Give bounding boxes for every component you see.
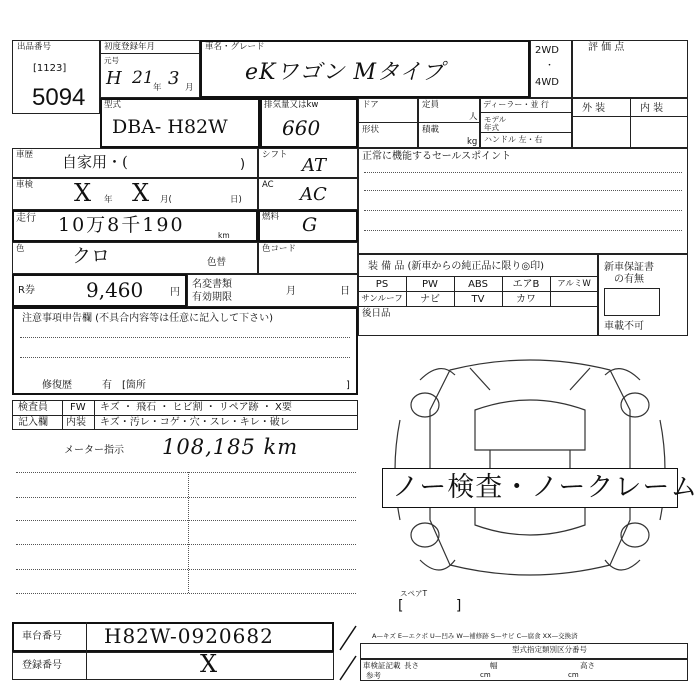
legend-row1: キズ ・ 飛石 ・ ヒビ割 ・ リペア跡 ・ X要 (100, 402, 292, 413)
meter-value: 108,185 km (162, 435, 299, 459)
equip-pw: PW (422, 279, 438, 290)
recycle-label: R券 (18, 285, 35, 296)
transfer-label2: 有効期限 (192, 292, 232, 303)
inspection-month: X (132, 179, 150, 207)
type-code-label: 型式指定類別区分番号 (512, 645, 587, 654)
legend-interior: 内装 (66, 417, 86, 428)
drive-dot: ・ (545, 61, 555, 71)
era-label: 元号 (104, 56, 119, 65)
chassis-label: 車台番号 (22, 631, 62, 642)
spare-bracket: [ ] (398, 598, 486, 614)
drive-4wd: 4WD (535, 77, 559, 88)
warranty-check-box[interactable] (604, 288, 660, 316)
dims-cm2: cm (568, 671, 579, 679)
equip-tv: TV (471, 294, 485, 305)
selling-box (358, 148, 688, 254)
history-close: ) (240, 157, 246, 172)
inspection-year: X (74, 179, 92, 207)
inspection-day-unit: 日) (230, 195, 242, 205)
mileage-label: 走行 (16, 213, 36, 224)
history-box (12, 148, 258, 178)
color-value: クロ (72, 245, 111, 267)
shift-label: シフト (262, 150, 288, 160)
cc-label: 排気量又はkw (264, 100, 319, 110)
notes-title: 注意事項申告欄 (不具合内容等は任意に記入して下さい) (22, 313, 273, 324)
reg-no-value: X (200, 650, 218, 678)
mileage-value: 10万8千190 (58, 214, 185, 236)
codes-legend: A—キズ E—エクボ U—凹み W—補修跡 S—サビ C—腐食 XX—交換済 (372, 632, 578, 640)
model-year-label: モデル 年式 (484, 115, 507, 132)
dims-width: 幅 (490, 661, 498, 670)
dims-cm1: cm (480, 671, 491, 679)
era-value: H (106, 68, 122, 89)
legend-inspector: 検査員 (18, 402, 48, 413)
dims-height: 高さ (580, 661, 595, 670)
transfer-day: 日 (340, 286, 350, 297)
legend-fw: FW (70, 402, 86, 413)
color-type-label: 色替 (207, 257, 227, 268)
repair-section: [箇所 (122, 380, 146, 391)
handle-label: ハンドル 左・右 (484, 135, 543, 144)
equip-airbag: エアB (512, 279, 540, 290)
transfer-month: 月 (286, 286, 296, 297)
selling-label: 正常に機能するセールスポイント (362, 151, 512, 162)
fuel-value: G (302, 214, 318, 236)
shape-label: 形状 (362, 125, 380, 135)
warranty-bottom: 車載不可 (604, 321, 644, 332)
load-unit: kg (467, 137, 478, 147)
month-unit: 月 (185, 83, 194, 93)
warranty-title2: の有無 (614, 274, 644, 285)
lot-sub: [1123] (33, 63, 67, 74)
year-value: 21 (132, 68, 154, 88)
color-label: 色 (16, 244, 25, 254)
inspection-year-unit: 年 (104, 195, 113, 205)
month-value: 3 (168, 68, 180, 89)
reg-cert-label: 車検証記載 (363, 661, 401, 670)
ac-value: AC (300, 184, 327, 205)
ac-label: AC (262, 180, 274, 190)
reg-no-label: 登録番号 (22, 660, 62, 671)
equip-alloy: アルミW (557, 279, 591, 289)
legend-row2: キズ・汚レ・コゲ・穴・スレ・キレ・破レ (100, 417, 290, 428)
equip-ps: PS (375, 279, 389, 290)
dealer-label: ディーラー・並 行 (483, 100, 549, 109)
history-value: 自家用・( (62, 153, 128, 171)
name-grade-label: 車名・グレード (205, 42, 265, 52)
model-value: DBA- H82W (112, 116, 228, 138)
shift-value: AT (302, 155, 327, 176)
score-label: 評 価 点 (588, 42, 625, 53)
interior-label: 内 装 (640, 103, 664, 114)
exterior-label: 外 装 (582, 103, 606, 114)
dims-length: 長さ (404, 661, 419, 670)
load-label: 積載 (422, 125, 440, 135)
history-label: 車歴 (16, 150, 34, 160)
diagonal-strokes (336, 622, 360, 682)
drive-2wd: 2WD (535, 45, 559, 56)
lot-label: 出品番号 (17, 42, 52, 52)
equip-leather: カワ (516, 294, 536, 305)
meter-label: メーター指示 (64, 445, 124, 456)
rear-label: 後日品 (362, 308, 391, 319)
equip-abs: ABS (468, 279, 488, 290)
fuel-label: 燃料 (262, 212, 280, 222)
equip-navi: ナビ (420, 294, 440, 305)
dims-ref: 参考 (366, 671, 381, 680)
inspection-label: 車検 (16, 180, 34, 190)
seats-label: 定員 (422, 100, 440, 110)
mileage-unit: km (218, 231, 230, 240)
equip-sunroof: サンルーフ (361, 294, 403, 304)
warranty-title1: 新車保証書 (604, 262, 654, 273)
seats-unit: 人 (469, 112, 478, 122)
recycle-value: 9,460 (86, 278, 144, 302)
no-claim-text: ノー検査・ノークレーム (392, 472, 699, 502)
door-label: ドア (362, 100, 379, 110)
transfer-label1: 名変書類 (192, 279, 232, 290)
cc-value: 660 (282, 116, 321, 140)
chassis-value: H82W-0920682 (104, 624, 274, 648)
inspection-month-unit: 月( (160, 195, 172, 205)
repair-label: 修復歴 (42, 380, 72, 391)
reg-date-label: 初度登録年月 (104, 42, 156, 52)
recycle-unit: 円 (170, 287, 180, 298)
lot-number: 5094 (32, 84, 86, 111)
equipment-title: 装 備 品 (新車からの純正品に限り◎印) (368, 261, 545, 272)
repair-value: 有 (102, 380, 112, 391)
name-grade-value: eKワゴン Mタイプ (245, 60, 445, 85)
model-label: 型式 (104, 100, 122, 110)
color-code-label: 色コード (262, 244, 297, 254)
year-unit: 年 (153, 83, 162, 93)
legend-recorder: 記入欄 (18, 417, 48, 428)
spare-label: スペアT (400, 589, 428, 598)
repair-close: ] (346, 380, 350, 391)
